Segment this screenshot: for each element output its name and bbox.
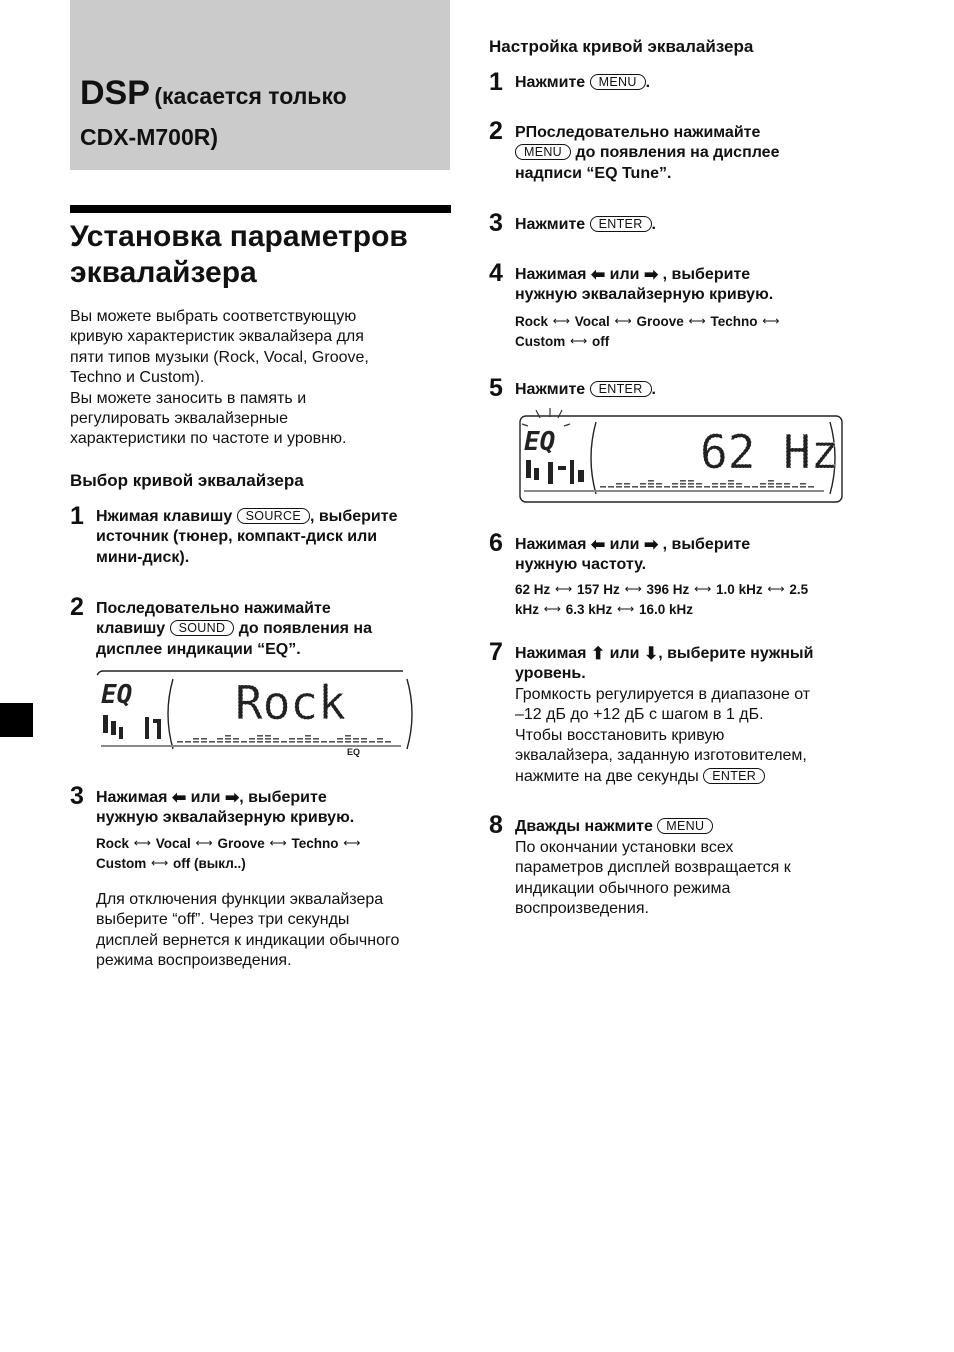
chapter-title (80, 74, 347, 113)
lcd-segment (640, 483, 646, 485)
menu-button: MENU (590, 74, 646, 90)
enter-button: ENTER (590, 216, 652, 232)
tune-step-1-text: Нажмите MENU . (515, 74, 651, 91)
lcd-segment (608, 486, 614, 488)
tune-step-3-text: Нажмите ENTER . (515, 216, 656, 233)
step-2-text: Последовательно нажимайте клавишу SOUND до появления на дисплее индикации “EQ”. (96, 600, 372, 658)
lcd-segment (784, 483, 790, 485)
display-rock (95, 669, 422, 761)
curve-sequence: Rock ⟷ Vocal ⟷ Groove ⟷ Techno ⟷ Custom ⟷ off (выкл..) (96, 836, 361, 871)
tune-step-5-text: Нажмите ENTER . (515, 381, 656, 398)
double-arrow-icon: ⟷ (543, 601, 561, 616)
lcd-segment (289, 738, 295, 740)
lcd-segment (648, 486, 654, 488)
lcd-segment (616, 486, 622, 488)
arrow-up-icon: ⬆ (590, 644, 606, 663)
lcd-segment (297, 738, 303, 740)
lcd-segment (760, 486, 766, 488)
tune-step-2-text: РПоследовательно нажимайте MENU до появления на дисплее надписи “EQ Tune”. (515, 124, 780, 182)
lcd-segment (305, 738, 311, 740)
lcd-segment (616, 483, 622, 485)
lcd-segment (257, 735, 263, 737)
arrow-left-icon: ⬅ (590, 265, 606, 284)
lcd-segment (329, 741, 335, 743)
lcd-segment (776, 483, 782, 485)
lcd-segment (688, 483, 694, 485)
tune-step-4-number: 4 (489, 259, 503, 287)
tune-step-2-number: 2 (489, 117, 503, 145)
lcd-segment (297, 741, 303, 743)
double-arrow-icon: ⟷ (269, 836, 287, 850)
double-arrow-icon: ⟷ (195, 836, 213, 850)
source-button: SOURCE (237, 508, 310, 524)
double-arrow-icon: ⟷ (151, 855, 169, 870)
lcd-segment (201, 738, 207, 740)
arrow-right-icon: ➡ (643, 265, 659, 284)
lcd-segment (768, 480, 774, 482)
lcd-segment (752, 486, 758, 488)
lcd-segment (233, 741, 239, 743)
tune-curve-sequence: Rock ⟷ Vocal ⟷ Groove ⟷ Techno ⟷ Custom ⟷ off (515, 314, 780, 349)
step-3-number: 3 (70, 782, 84, 810)
lcd-segment (201, 741, 207, 743)
lcd-segment (760, 483, 766, 485)
lcd-segment (249, 738, 255, 740)
lcd-segment (273, 741, 279, 743)
arrow-left-icon: ⬅ (590, 535, 606, 554)
lcd-segment (225, 738, 231, 740)
tune-step-6-number: 6 (489, 529, 503, 557)
lcd-segment (257, 738, 263, 740)
eq-off-note: Для отключения функции эквалайзера выберите “off”. Через три секунды дисплей вернется к индикации обычного режима воспроизведения. (96, 891, 400, 970)
lcd-segment (600, 486, 606, 488)
step-3-text: Нажимая ⬅ или ➡, выберите нужную эквалайзерную кривую. (96, 788, 355, 827)
frequency-sequence: 62 Hz ⟷ 157 Hz ⟷ 396 Hz ⟷ 1.0 kHz ⟷ 2.5 kHz ⟷ 6.3 kHz ⟷ 16.0 kHz (515, 582, 809, 617)
double-arrow-icon: ⟷ (570, 333, 588, 348)
arrow-down-icon: ⬇ (643, 644, 659, 663)
dsp-model: CDX-M700R) (80, 124, 219, 150)
lcd-segment (736, 483, 742, 485)
lcd-segment (656, 483, 662, 485)
lcd-segment (177, 741, 183, 743)
sound-button: SOUND (170, 620, 235, 636)
lcd-segment (776, 486, 782, 488)
double-arrow-icon: ⟷ (624, 582, 642, 596)
section-title: Установка параметров эквалайзера (70, 220, 408, 289)
lcd-segment (281, 741, 287, 743)
finish-description: По окончании установки всех параметров дисплей возвращается к индикации обычного режима воспроизведения. (515, 839, 791, 918)
lcd-segment (640, 486, 646, 488)
lcd-segment (313, 741, 319, 743)
lcd-segment (720, 486, 726, 488)
lcd-segment (193, 741, 199, 743)
lcd-segment (345, 738, 351, 740)
lcd-segment (377, 738, 383, 740)
lcd-segment (696, 486, 702, 488)
lcd-segment (792, 486, 798, 488)
lcd-segment (632, 486, 638, 488)
double-arrow-icon: ⟷ (762, 314, 780, 328)
dsp-subtitle: (касается только (154, 83, 347, 109)
double-arrow-icon: ⟷ (767, 582, 785, 596)
double-arrow-icon: ⟷ (694, 582, 712, 596)
tune-step-5-number: 5 (489, 374, 503, 402)
lcd-segment (385, 741, 391, 743)
menu-button: MENU (657, 818, 713, 834)
lcd-segment (377, 741, 383, 743)
lcd-segment (808, 486, 814, 488)
section-rule (70, 205, 451, 213)
display-62hz (516, 408, 844, 506)
lcd-segment (624, 486, 630, 488)
double-arrow-icon: ⟷ (552, 314, 570, 328)
display-62hz-eq-label: EQ (524, 427, 556, 457)
step-1-text: Нжимая клавишу SOURCE , выберите источник (тюнер, компакт-диск или мини-диск). (96, 508, 398, 566)
menu-button: MENU (515, 144, 571, 160)
tune-step-8-text: Дважды нажмите MENU (515, 817, 713, 837)
dsp-label: DSP (80, 74, 150, 112)
lcd-segment (369, 741, 375, 743)
lcd-segment (305, 741, 311, 743)
tune-curve-heading: Настройка кривой эквалайзера (489, 37, 754, 56)
tune-step-8-number: 8 (489, 811, 503, 839)
lcd-segment (680, 480, 686, 482)
tune-step-1-number: 1 (489, 68, 503, 96)
lcd-segment (337, 738, 343, 740)
arrow-right-icon: ➡ (643, 535, 659, 554)
lcd-segment (688, 486, 694, 488)
lcd-segment (257, 741, 263, 743)
double-arrow-icon: ⟷ (614, 314, 632, 328)
lcd-segment (345, 735, 351, 737)
lcd-segment (672, 486, 678, 488)
arrow-right-icon: ➡ (224, 788, 240, 807)
lcd-segment (305, 735, 311, 737)
double-arrow-icon: ⟷ (555, 582, 573, 596)
intro-text: Вы можете выбрать соответствующую кривую характеристик эквалайзера для пяти типов музыки (Rock, Vocal, Groove, Techno и Custom). Вы можете заносить в память и регулировать эквалайзерные характеристики по частоте и уровню. (70, 308, 369, 448)
lcd-segment (337, 741, 343, 743)
lcd-segment (345, 741, 351, 743)
enter-button: ENTER (703, 768, 765, 784)
arrow-left-icon: ⬅ (171, 788, 187, 807)
page-tab-marker (0, 703, 33, 737)
lcd-segment (728, 480, 734, 482)
enter-button: ENTER (590, 381, 652, 397)
tune-step-7-text: Нажимая ⬆ или ⬇, выберите нужный уровень. (515, 644, 814, 683)
lcd-segment (265, 738, 271, 740)
lcd-segment (225, 735, 231, 737)
lcd-segment (768, 483, 774, 485)
double-arrow-icon: ⟷ (617, 601, 635, 616)
lcd-segment (648, 483, 654, 485)
lcd-segment (321, 741, 327, 743)
lcd-segment (656, 486, 662, 488)
display-rock-eq-label: EQ (101, 680, 133, 710)
lcd-segment (289, 741, 295, 743)
lcd-segment (800, 486, 806, 488)
display-62hz-main: 62 Hz (700, 425, 839, 479)
lcd-segment (233, 738, 239, 740)
lcd-segment (361, 741, 367, 743)
lcd-segment (680, 483, 686, 485)
lcd-segment (712, 483, 718, 485)
lcd-segment (624, 483, 630, 485)
lcd-segment (353, 738, 359, 740)
tune-step-7-number: 7 (489, 638, 503, 666)
lcd-segment (736, 486, 742, 488)
lcd-segment (361, 738, 367, 740)
select-curve-heading: Выбор кривой эквалайзера (70, 471, 304, 490)
lcd-segment (728, 483, 734, 485)
lcd-segment (696, 483, 702, 485)
lcd-segment (217, 741, 223, 743)
lcd-segment (664, 486, 670, 488)
tune-step-6-text: Нажимая ⬅ или ➡ , выберите нужную частоту. (515, 535, 751, 574)
double-arrow-icon: ⟷ (688, 314, 706, 328)
lcd-segment (209, 741, 215, 743)
step-2-number: 2 (70, 593, 84, 621)
lcd-segment (273, 738, 279, 740)
lcd-segment (784, 486, 790, 488)
lcd-segment (648, 480, 654, 482)
display-rock-main: Rock (235, 676, 346, 730)
lcd-segment (712, 486, 718, 488)
lcd-segment (680, 486, 686, 488)
lcd-segment (800, 483, 806, 485)
lcd-segment (720, 483, 726, 485)
tune-step-3-number: 3 (489, 209, 503, 237)
lcd-segment (265, 741, 271, 743)
lcd-segment (744, 486, 750, 488)
lcd-segment (313, 738, 319, 740)
lcd-segment (249, 741, 255, 743)
lcd-segment (353, 741, 359, 743)
double-arrow-icon: ⟷ (133, 836, 151, 850)
level-description: Громкость регулируется в диапазоне от –12 дБ до +12 дБ с шагом в 1 дБ. Чтобы восстановить кривую эквалайзера, заданную изготовителем, нажмите на две секунды ENTER (515, 686, 811, 785)
lcd-segment (217, 738, 223, 740)
lcd-segment (688, 480, 694, 482)
double-arrow-icon: ⟷ (343, 836, 361, 850)
step-1-number: 1 (70, 502, 84, 530)
lcd-segment (672, 483, 678, 485)
lcd-segment (728, 486, 734, 488)
lcd-segment (241, 741, 247, 743)
lcd-segment (768, 486, 774, 488)
lcd-segment (185, 741, 191, 743)
lcd-segment (225, 741, 231, 743)
lcd-segment (265, 735, 271, 737)
display-rock-eq-tag: EQ (347, 747, 361, 757)
lcd-segment (193, 738, 199, 740)
tune-step-4-text: Нажимая ⬅ или ➡ , выберите нужную эквалайзерную кривую. (515, 265, 774, 304)
lcd-segment (704, 486, 710, 488)
